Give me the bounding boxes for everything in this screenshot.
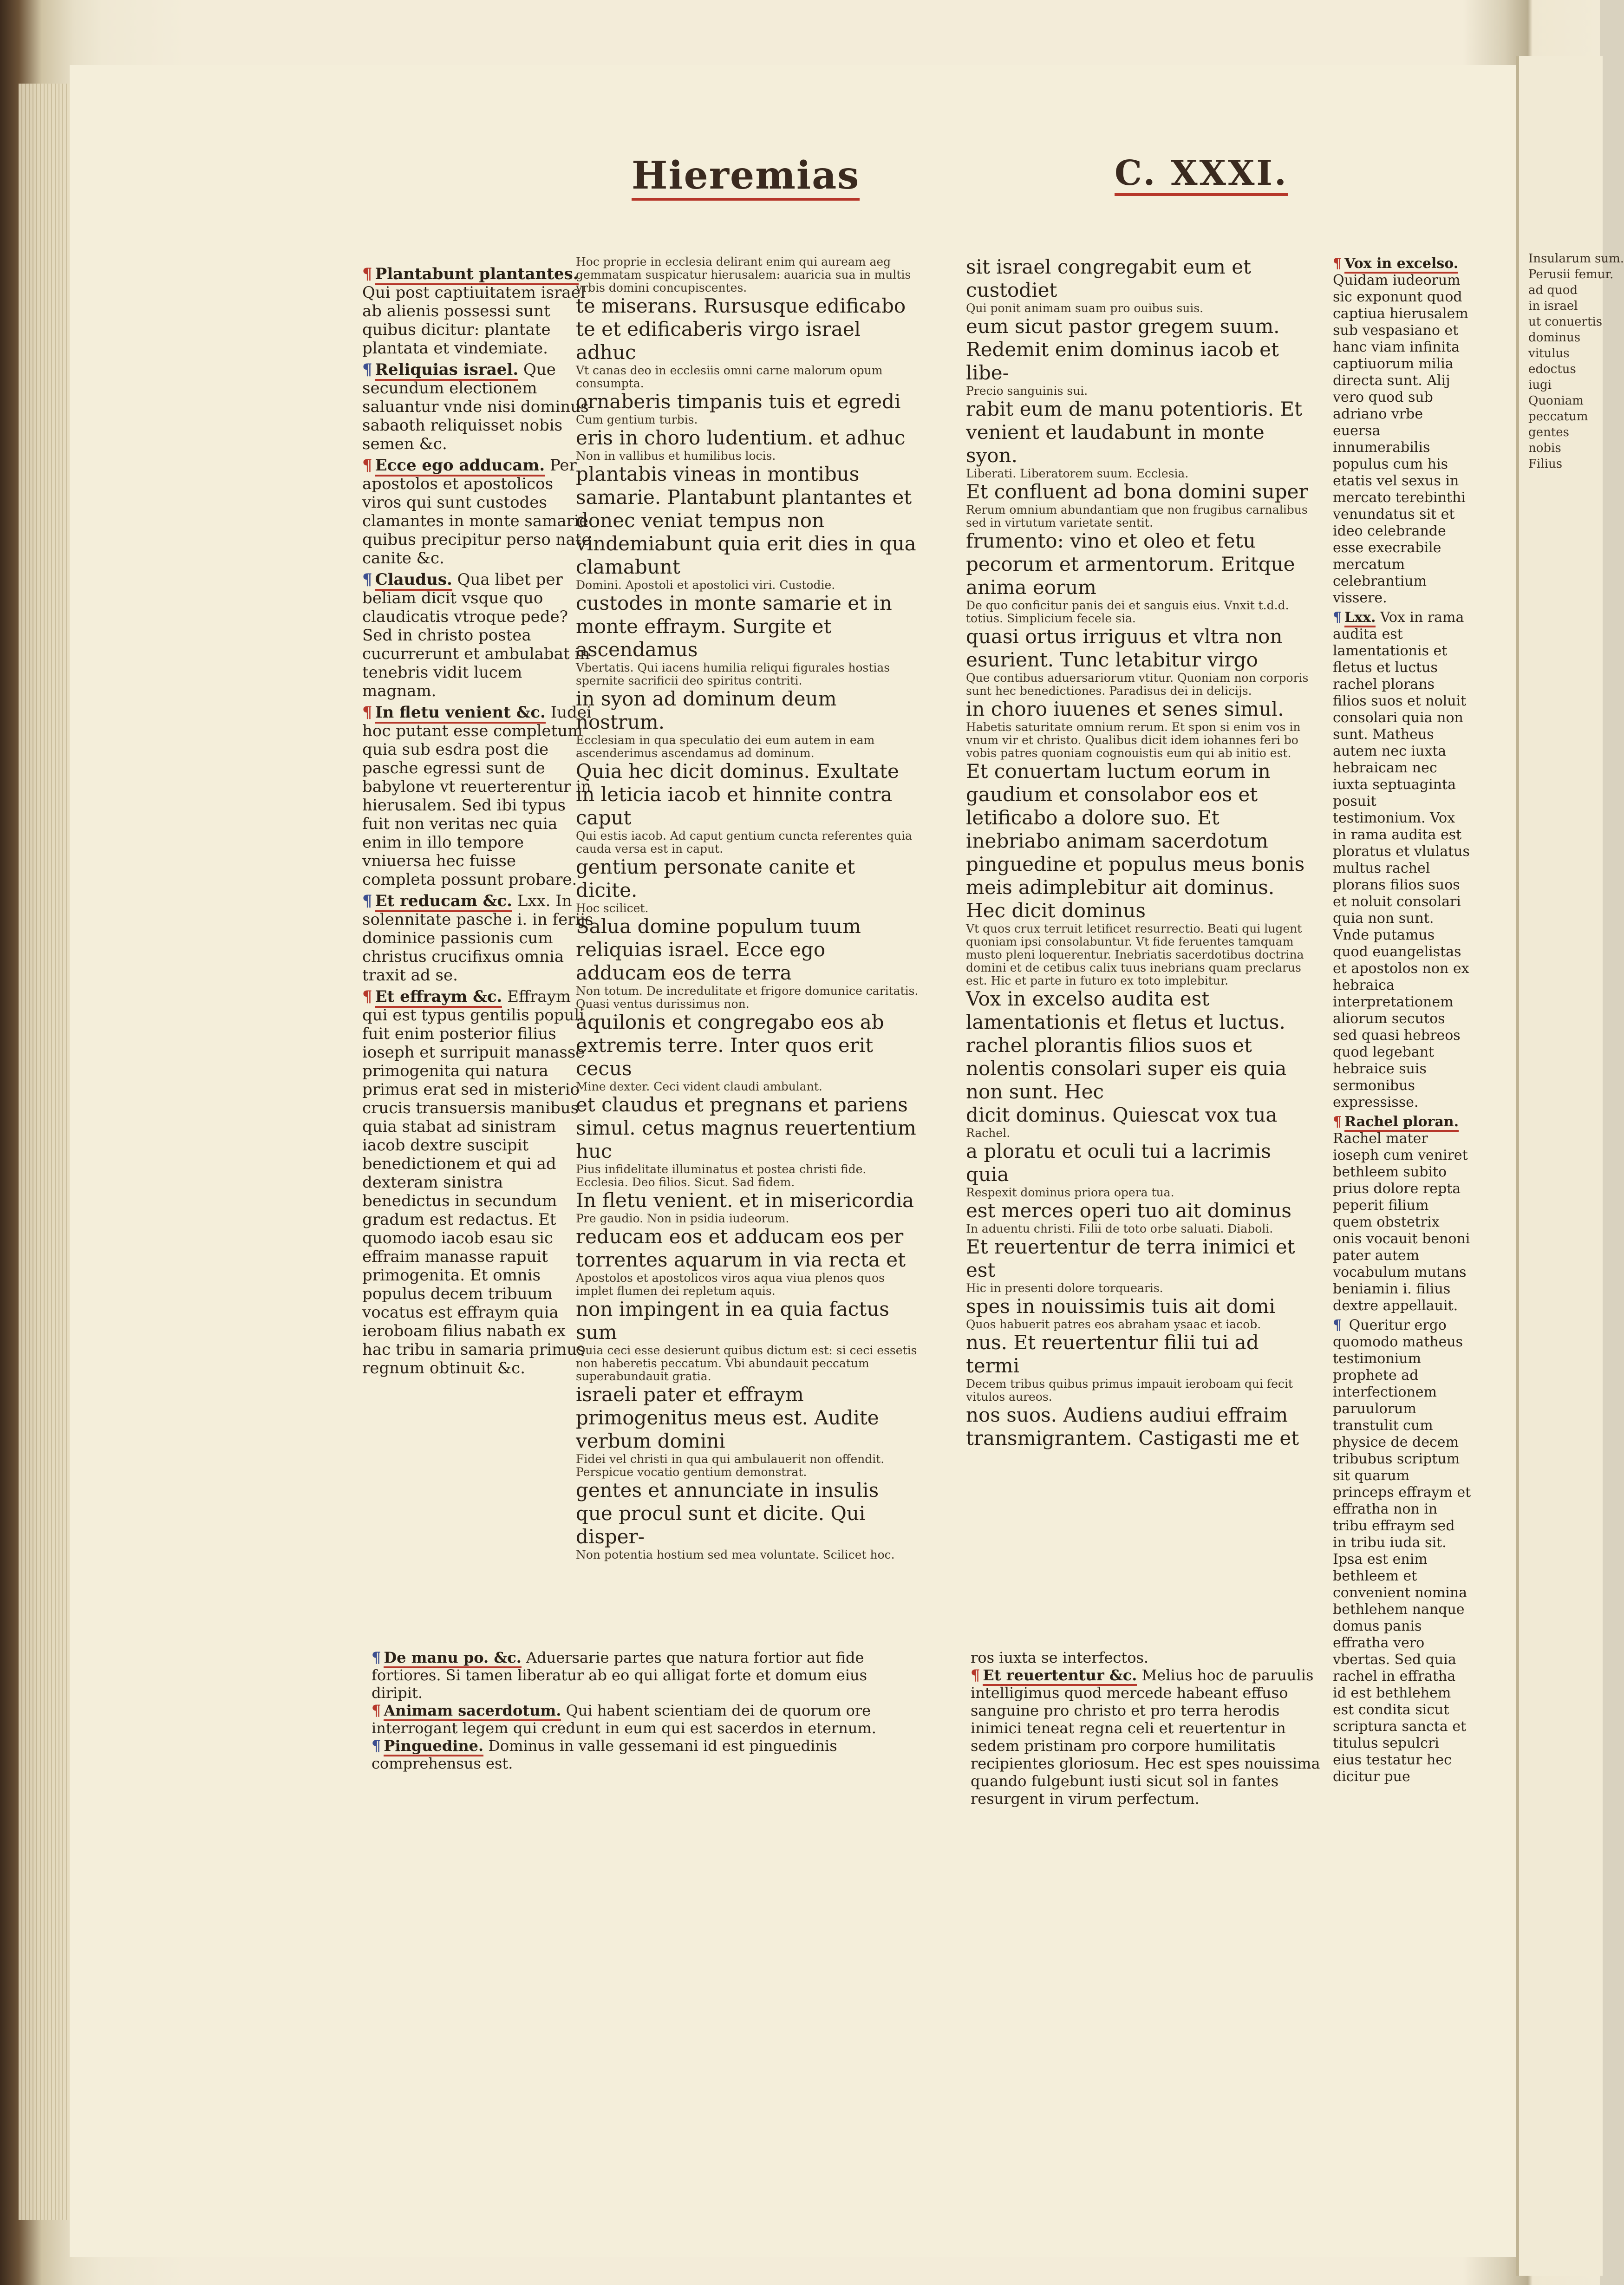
gloss-text: Qui habent scientiam dei de quorum ore interrogant legem qui credunt in eum qui est sacerdos in eternum. [372, 1702, 876, 1737]
gloss-text: ros iuxta se interfectos. [971, 1649, 1149, 1666]
text-unit [576, 579, 920, 661]
gloss-lemma: De manu po. &c. [384, 1649, 521, 1668]
next-page-line: iugi [1528, 378, 1552, 392]
gloss-entry [362, 360, 594, 453]
text-line: donec veniat tempus non vindemiabunt quia erit dies in qua clamabunt [576, 509, 916, 578]
interlinear-gloss: Vt quos crux terruit letificet resurrectio. Beati qui lugent quoniam ipsi consolabuntur. Vt fide feruentes tamquam musto pleni loquerentur. Inebriatis sacerdotibus doctrina domini et de cetibus calix tuus inebrians quam preclarus est. Hic et parte in futuro ex toto implebitur. [966, 922, 1304, 987]
text-line: dicit dominus. Quiescat vox tua [966, 1103, 1278, 1126]
pilcrow-icon: ¶ [1333, 1114, 1342, 1130]
next-page-line: in israel [1528, 299, 1578, 313]
text-line: est merces operi tuo ait dominus [966, 1199, 1291, 1222]
text-unit [576, 985, 920, 1080]
gloss-text: Aduersarie partes que natura fortior aut fide fortiores. Si tamen liberatur ab eo qui alligat forte et domum eius diripit. [372, 1649, 867, 1702]
interlinear-gloss: Apostolos et apostolicos viros aqua viua plenos quos implet flumen dei repletum aquis. [576, 1271, 885, 1298]
text-line: Quia hec dicit dominus. Exultate in leticia iacob et hinnite contra caput [576, 760, 899, 829]
text-line: nos suos. Audiens audiui effraim transmigrantem. Castigasti me et [966, 1404, 1299, 1449]
text-unit [576, 509, 920, 579]
page-edges [19, 84, 70, 2220]
interlinear-gloss: Non totum. De incredulitate et frigore domunice caritatis. Quasi ventus durissimus non. [576, 984, 919, 1011]
text-unit [966, 1331, 1310, 1404]
pilcrow-icon: ¶ [372, 1649, 381, 1666]
text-line: custodes in monte samarie et in monte effraym. Surgite et ascendamus [576, 592, 892, 661]
text-unit [966, 398, 1310, 480]
gloss-lemma: Et reducam &c. [375, 892, 512, 912]
next-page-line: gentes [1528, 425, 1569, 439]
gloss-text: Iudei hoc putant esse completum quia sub esdra post die pasche egressi sunt de babylone vt reuerterentur in hierusalem. Sed ibi typus fuit non veritas nec quia enim in illo tempore vniuersa hec fuisse completa possunt probare. [362, 703, 592, 889]
text-unit [576, 1344, 920, 1453]
text-line: aquilonis et congregabo eos ab extremis terre. Inter quos erit cecus [576, 1011, 884, 1080]
left-gloss-column [362, 265, 594, 1380]
interlinear-gloss: Fidei vel christi in qua qui ambulauerit non offendit. Perspicue vocatio gentium demonstrat. [576, 1452, 885, 1479]
pilcrow-icon: ¶ [1333, 255, 1342, 272]
next-page-line: Filius [1528, 457, 1563, 471]
gloss-entry [362, 892, 594, 985]
text-line: Salua domine populum tuum reliquias israel. Ecce ego adducam eos de terra [576, 915, 861, 984]
pilcrow-icon: ¶ [362, 360, 372, 379]
gloss-text: Qui post captiuitatem israel ab alienis possessi sunt quibus dicitur: plantate plantata et vindemiate. [362, 283, 586, 358]
gloss-lemma: Ecce ego adducam. [375, 456, 545, 477]
interlinear-gloss: Precio sanguinis sui. [966, 384, 1088, 398]
gloss-lemma: Animam sacerdotum. [384, 1702, 561, 1721]
gloss-text: Rachel mater ioseph cum veniret bethleem subito prius dolore repta peperit filium quem obstetrix onis vocauit benoni pater autem vocabulum mutans beniamin i. filius dextre appellauit. [1333, 1130, 1470, 1314]
text-unit [966, 480, 1310, 529]
interlinear-gloss: Vt canas deo in ecclesiis omni carne malorum opum consumpta. [576, 364, 883, 390]
text-unit [966, 698, 1310, 760]
text-line: et claudus et pregnans et pariens simul. cetus magnus reuertentium huc [576, 1093, 916, 1162]
gloss-lemma: Plantabunt plantantes. [375, 265, 579, 285]
interlinear-gloss: Quos habuerit patres eos abraham ysaac et iacob. [966, 1318, 1261, 1331]
interlinear-gloss: Ecclesiam in qua speculatio dei eum autem in eam ascenderimus ascendamus ad dominum. [576, 733, 875, 760]
pilcrow-icon: ¶ [372, 1702, 381, 1719]
text-unit [966, 315, 1310, 398]
text-unit [966, 529, 1310, 625]
gloss-text: Quidam iudeorum sic exponunt quod captiua hierusalem sub vespasiano et hanc viam infinita captiuorum milia directa sunt. Alij vero quod sub adriano vrbe euersa innumerabilis populus cum his etatis vel sexus in mercato terebinthi venundatus sit et ideo celebrande esse execrabile mercatum celebrantium vissere. [1333, 272, 1468, 606]
text-unit [576, 1272, 920, 1344]
text-line: eum sicut pastor gregem suum. Redemit enim dominus iacob et libe- [966, 315, 1280, 384]
pilcrow-icon: ¶ [362, 987, 372, 1006]
text-line: in syon ad dominum deum nostrum. [576, 687, 837, 733]
gloss-lemma: Et reuertentur &c. [983, 1666, 1137, 1686]
gloss-text: Per apostolos et apostolicos viros qui sunt custodes clamantes in monte samarie quibus precipitur perso nate canite &c. [362, 456, 591, 568]
interlinear-gloss: Cum gentium turbis. [576, 413, 698, 426]
text-unit [966, 1295, 1310, 1331]
pilcrow-icon: ¶ [372, 1737, 381, 1755]
next-page-lines [1519, 56, 1624, 472]
interlinear-gloss: Non potentia hostium sed mea voluntate. Scilicet hoc. [576, 1548, 895, 1561]
gloss-text: Que secundum electionem saluantur vnde nisi dominus sabaoth reliquisset nobis semen &c. [362, 360, 589, 453]
text-line: quasi ortus irriguus et vltra non esurient. Tunc letabitur virgo [966, 625, 1283, 671]
text-line: rabit eum de manu potentioris. Et venient et laudabunt in monte syon. [966, 398, 1303, 467]
gloss-text: Lxx. In solennitate pasche i. in ferijs dominice passionis cum christus crucifixus omnia traxit ad se. [362, 892, 594, 985]
next-page-line: vitulus [1528, 346, 1570, 360]
interlinear-gloss: Non in vallibus et humilibus locis. [576, 449, 776, 463]
gloss-entry [971, 1666, 1324, 1808]
text-line: israeli pater et effraym primogenitus meus est. Audite verbum domini [576, 1383, 879, 1452]
interlinear-gloss: De quo conficitur panis dei et sanguis eius. Vnxit t.d.d. totius. Simplicium fecele sia. [966, 599, 1289, 625]
text-unit [576, 1163, 920, 1212]
text-line: Vox in excelso audita est lamentationis et fletus et luctus. rachel plorantis filios suos et nolentis consolari super eis quia non sunt. Hec [966, 987, 1287, 1103]
text-line: te et edificaberis virgo israel adhuc [576, 318, 861, 364]
text-unit [576, 902, 920, 985]
text-unit [966, 1404, 1310, 1450]
next-page-line: Insularum sum. [1528, 252, 1624, 266]
gloss-text: Qua libet per beliam dicit vsque quo claudicatis vtroque pede? Sed in christo postea cucurrerunt et ambulabat in tenebris vidit lucem magnam. [362, 570, 590, 700]
next-page-fragment [1516, 56, 1624, 2276]
pilcrow-icon: ¶ [362, 570, 372, 589]
gloss-lemma: Rachel ploran. [1344, 1114, 1459, 1132]
interlinear-gloss: Respexit dominus priora opera tua. [966, 1186, 1174, 1199]
text-line: te miserans. Rursusque edificabo [576, 294, 906, 317]
next-page-line: nobis [1528, 441, 1561, 455]
gloss-text: Queritur ergo quomodo matheus testimonium prophete ad interfectionem paruulorum transtulit cum physice de decem tribubus scriptum sit quarum princeps effraym et effratha non in tribu effraym sed in tribu iuda sit. Ipsa est enim bethleem et convenient nomina bethlehem nanque domus panis effratha vero vbertas. Sed quia rachel in effratha id est bethlehem est condita sicut scriptura sancta et titulus sepulcri eius testatur hec dicitur pue [1333, 1317, 1471, 1785]
interlinear-gloss: Mine dexter. Ceci vident claudi ambulant. [576, 1080, 822, 1093]
gloss-text: Dominus in valle gessemani id est pinguedinis comprehensus est. [372, 1737, 837, 1772]
next-page-line: ut conuertis [1528, 315, 1603, 329]
text-line: spes in nouissimis tuis ait domi [966, 1295, 1275, 1318]
gloss-text: Vox in rama audita est lamentationis et fletus et luctus rachel plorans filios suos et noluit consolari quia non sunt. Matheus autem nec iuxta hebraicam nec iuxta septuaginta posuit testimonium. Vox in rama audita est ploratus et vlulatus multus rachel plorans filios suos et noluit consolari quia non sunt. Vnde putamus quod euangelistas et apostolos non ex hebraica interpretationem aliorum secutos sed quasi hebreos quod legebant hebraice suis sermonibus expressisse. [1333, 609, 1470, 1110]
bottom-gloss-left [372, 1649, 920, 1772]
text-line: frumento: vino et oleo et fetu pecorum et armentorum. Eritque anima eorum [966, 529, 1295, 599]
text-unit [966, 255, 1310, 315]
text-unit [576, 829, 920, 902]
gloss-text: Effraym qui est typus gentilis populi fuit enim posterior filius ioseph et surripuit manasse primogenita qui natura primus erat sed in misterio crucis transuersis manibus quia stabat ad sinistram iacob dextre suscipit benedictionem et qui ad dexteram sinistra benedictus in secundum gradum est redactus. Et quomodo iacob esau sic effraim manasse rapuit primogenita. Et omnis populus decem tribuum vocatus est effraym quia ieroboam filius nabath ex hac tribu in samaria primus regnum obtinuit &c. [362, 987, 585, 1378]
gloss-lemma: Et effraym &c. [375, 987, 502, 1008]
text-unit [966, 1140, 1310, 1199]
interlinear-gloss: Hoc proprie in ecclesia delirant enim qui auream aeg gemmatam suspicatur hierusalem: auaricia sua in multis vrbis domini concupiscentes. [576, 255, 911, 294]
pilcrow-icon: ¶ [362, 265, 372, 283]
gloss-entry [362, 456, 594, 568]
text-unit [576, 661, 920, 734]
gloss-entry [372, 1737, 920, 1772]
gloss-entry [971, 1649, 1324, 1666]
gloss-entry [372, 1649, 920, 1702]
text-unit [576, 1212, 920, 1272]
pilcrow-icon: ¶ [1333, 609, 1342, 626]
gloss-lemma: In fletu venient &c. [375, 703, 546, 724]
gloss-entry [1333, 609, 1472, 1111]
interlinear-gloss: Hoc scilicet. [576, 901, 649, 915]
gloss-lemma: Pinguedine. [384, 1737, 483, 1756]
text-unit [576, 450, 920, 509]
interlinear-gloss: In aduentu christi. Filii de toto orbe saluati. Diaboli. [966, 1222, 1273, 1235]
interlinear-gloss: Domini. Apostoli et apostolici viri. Custodie. [576, 578, 835, 592]
text-line: sit israel congregabit eum et custodiet [966, 255, 1251, 301]
gloss-entry [372, 1702, 920, 1737]
interlinear-gloss: Vbertatis. Qui iacens humilia reliqui figurales hostias spernite sacrificii deo spiritus contriti. [576, 661, 890, 687]
interlinear-gloss: Quia ceci esse desierunt quibus dictum est: si ceci essetis non haberetis peccatum. Vbi abundauit peccatum superabundauit gratia. [576, 1344, 917, 1383]
text-unit [576, 318, 920, 364]
interlinear-gloss: Qui estis iacob. Ad caput gentium cuncta referentes quia cauda versa est in caput. [576, 829, 912, 855]
next-page-line: peccatum [1528, 410, 1588, 424]
gloss-entry [362, 570, 594, 700]
text-unit [966, 625, 1310, 698]
interlinear-gloss: Hic in presenti dolore torquearis. [966, 1281, 1163, 1295]
gloss-lemma: Lxx. [1344, 609, 1376, 627]
pilcrow-icon: ¶ [1333, 1317, 1342, 1333]
running-title: Hieremias [632, 153, 860, 198]
interlinear-gloss: Decem tribus quibus primus impauit ieroboam qui fecit vitulos aureos. [966, 1377, 1293, 1404]
text-unit [576, 413, 920, 450]
text-line: in choro iuuenes et senes simul. [966, 698, 1284, 720]
next-page-line: Quoniam [1528, 394, 1584, 408]
text-line: Et confluent ad bona domini super [966, 480, 1308, 503]
interlinear-gloss: Habetis saturitate omnium rerum. Et spon si enim vos in vnum vir et christo. Qualibus dicit idem iohannes feri bo vobis patres quoniam cognouistis eum qui ab initio est. [966, 720, 1301, 760]
text-line: a ploratu et oculi tui a lacrimis quia [966, 1140, 1271, 1186]
interlinear-gloss: Pre gaudio. Non in psidia iudeorum. [576, 1212, 789, 1225]
text-line: gentium personate canite et dicite. [576, 855, 855, 901]
next-page-line: edoctus [1528, 362, 1576, 376]
text-unit [576, 1453, 920, 1548]
interlinear-gloss: Pius infidelitate illuminatus et postea christi fide. Ecclesia. Deo filios. Sicut. Sad fidem. [576, 1162, 867, 1189]
next-page-line: ad quod [1528, 283, 1578, 297]
gloss-entry [1333, 255, 1472, 607]
text-line: eris in choro ludentium. et adhuc [576, 426, 906, 449]
text-unit [966, 1235, 1310, 1295]
text-column-1 [576, 255, 920, 1561]
text-unit [576, 1080, 920, 1163]
book-page [70, 65, 1519, 2257]
text-line: gentes et annunciate in insulis que procul sunt et dicite. Qui disper- [576, 1479, 879, 1548]
gloss-entry [362, 987, 594, 1378]
bottom-gloss-right [971, 1649, 1324, 1808]
gloss-entry [362, 703, 594, 889]
text-line: non impingent in ea quia factus sum [576, 1298, 889, 1344]
next-page-line: dominus [1528, 331, 1581, 345]
interlinear-gloss: Rerum omnium abundantiam que non frugibus carnalibus sed in virtutum varietate sentit. [966, 503, 1308, 529]
interlinear-gloss: Que contibus aduersariorum vtitur. Quoniam non corporis sunt hec benedictiones. Paradisus dei in delicijs. [966, 671, 1309, 698]
text-line: ornaberis timpanis tuis et egredi [576, 390, 901, 413]
text-line: Et reuertentur de terra inimici et est [966, 1235, 1295, 1281]
gloss-entry [1333, 1317, 1472, 1785]
text-unit [966, 1103, 1310, 1140]
interlinear-gloss: Liberati. Liberatorem suum. Ecclesia. [966, 467, 1189, 480]
text-column-2 [966, 255, 1310, 1450]
text-unit [576, 255, 920, 318]
text-unit [576, 734, 920, 829]
text-line: Et conuertam luctum eorum in gaudium et consolabor eos et letificabo a dolore suo. Et inebriabo animam sacerdotum pinguedine et populus meus bonis meis adimplebitur ait dominus. Hec dicit dominus [966, 760, 1305, 922]
pilcrow-icon: ¶ [362, 703, 372, 722]
text-unit [576, 1548, 920, 1561]
gloss-entry [362, 265, 594, 358]
gloss-lemma: Reliquias israel. [375, 360, 519, 381]
next-page-line: Perusii femur. [1528, 268, 1614, 281]
right-gloss-column [1333, 255, 1472, 1788]
gloss-lemma: Claudus. [375, 570, 452, 591]
interlinear-gloss: Qui ponit animam suam pro ouibus suis. [966, 301, 1204, 315]
chapter-number: C. XXXI. [1115, 153, 1288, 193]
gloss-text: Melius hoc de paruulis intelligimus quod mercede habeant effuso sanguine pro christo et pro terra herodis inimici teneat regna celi et reuertentur in sedem pristinam pro corpore humilitatis recipientes gloriosum. Hec est spes nouissima quando fulgebunt iusti sicut sol in fantes resurgent in virum perfectum. [971, 1666, 1320, 1808]
text-line: In fletu venient. et in misericordia [576, 1189, 914, 1212]
text-line: plantabis vineas in montibus samarie. Plantabunt plantantes et [576, 463, 912, 509]
text-line: reducam eos et adducam eos per torrentes aquarum in via recta et [576, 1225, 906, 1271]
pilcrow-icon: ¶ [362, 456, 372, 475]
text-unit [576, 364, 920, 413]
text-unit [966, 1199, 1310, 1235]
pilcrow-icon: ¶ [971, 1666, 980, 1684]
gloss-lemma: Vox in excelso. [1344, 255, 1458, 274]
interlinear-gloss: Rachel. [966, 1126, 1011, 1140]
text-unit [966, 987, 1310, 1103]
pilcrow-icon: ¶ [362, 892, 372, 910]
gloss-entry [1333, 1114, 1472, 1314]
text-line: nus. Et reuertentur filii tui ad termi [966, 1331, 1259, 1377]
text-unit [966, 760, 1310, 987]
